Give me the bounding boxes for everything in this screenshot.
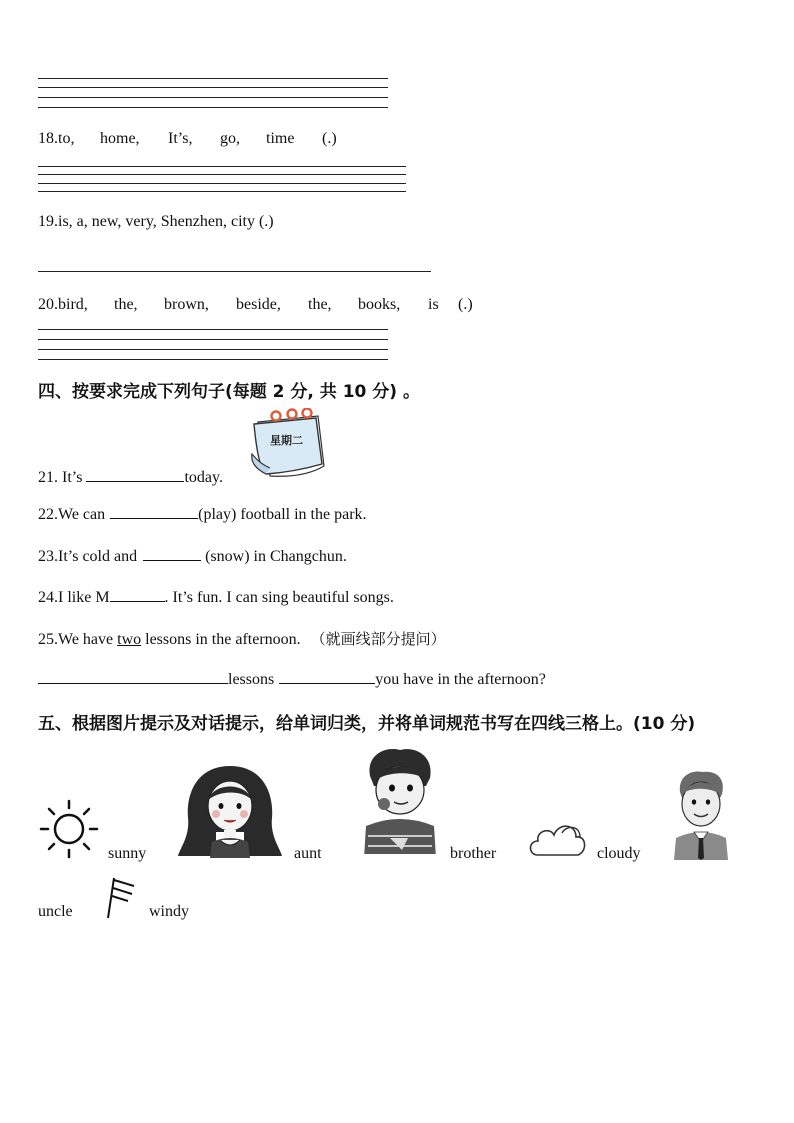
word-cloudy: cloudy xyxy=(597,845,641,862)
answer-blank[interactable] xyxy=(279,669,375,684)
question-25-suffix: lessons in the afternoon. xyxy=(145,631,301,648)
man-picture xyxy=(672,768,730,860)
question-23-suffix: (snow) in Changchun. xyxy=(205,548,347,565)
question-19: 19.is, a, new, very, Shenzhen, city (.) xyxy=(38,213,274,230)
answer-blank[interactable] xyxy=(110,587,165,602)
answer-line-19 xyxy=(38,271,431,272)
question-25 xyxy=(38,628,446,649)
question-number: 18. xyxy=(38,130,58,147)
word: the, xyxy=(114,296,138,313)
answer-blank[interactable] xyxy=(110,504,198,519)
question-25-prefix: 25.We have xyxy=(38,631,114,648)
word: the, xyxy=(308,296,332,313)
word: (.) xyxy=(458,296,473,313)
answer-blank[interactable] xyxy=(143,546,201,561)
calendar-label: 星期二 xyxy=(270,434,303,447)
section-5-heading: 五、根据图片提示及对话提示，给单词归类，并将单词规范书写在四线三格上。(10 分) xyxy=(38,714,696,734)
word: time xyxy=(266,130,295,147)
question-20 xyxy=(38,296,473,314)
question-23-prefix: 23.It’s cold and xyxy=(38,548,138,565)
word: is xyxy=(428,296,439,313)
girl-picture xyxy=(176,762,284,858)
question-24 xyxy=(38,587,394,607)
word: books, xyxy=(358,296,401,313)
word-sunny: sunny xyxy=(108,845,147,862)
question-21-suffix: today. xyxy=(184,469,223,486)
calendar-picture xyxy=(244,408,330,480)
question-23 xyxy=(38,546,347,566)
question-number: 20. xyxy=(38,296,58,313)
word: It’s, xyxy=(168,130,193,147)
question-18 xyxy=(38,130,337,148)
section-4-heading: 四、按要求完成下列句子(每题 2 分, 共 10 分) 。 xyxy=(38,382,420,402)
word-windy: windy xyxy=(149,903,189,920)
wind-flag-icon xyxy=(104,876,138,920)
word-brother: brother xyxy=(450,845,497,862)
sun-icon xyxy=(38,798,100,860)
question-24-suffix: . It’s fun. I can sing beautiful songs. xyxy=(164,589,394,606)
word: brown, xyxy=(164,296,209,313)
question-21 xyxy=(38,467,223,487)
question-21-prefix: 21. It’s xyxy=(38,469,83,486)
underlined-word: two xyxy=(117,631,142,648)
question-24-prefix: 24.I like M xyxy=(38,589,110,606)
question-22-suffix: (play) football in the park. xyxy=(198,506,367,523)
answer-blank[interactable] xyxy=(86,467,184,482)
word: home, xyxy=(100,130,140,147)
word: go, xyxy=(220,130,240,147)
word: to, xyxy=(58,130,75,147)
question-22 xyxy=(38,504,367,524)
word: bird, xyxy=(58,296,88,313)
boy-picture xyxy=(356,746,442,860)
question-22-prefix: 22.We can xyxy=(38,506,106,523)
answer-end-text: you have in the afternoon? xyxy=(375,671,546,688)
cloud-icon xyxy=(526,815,588,859)
answer-mid-text: lessons xyxy=(228,671,275,688)
answer-blank[interactable] xyxy=(38,669,228,684)
word: (.) xyxy=(322,130,337,147)
word: beside, xyxy=(236,296,281,313)
question-25-note: （就画线部分提问） xyxy=(310,630,446,648)
word-uncle: uncle xyxy=(38,903,73,920)
word-aunt: aunt xyxy=(294,845,322,862)
question-25-answer xyxy=(38,669,546,689)
